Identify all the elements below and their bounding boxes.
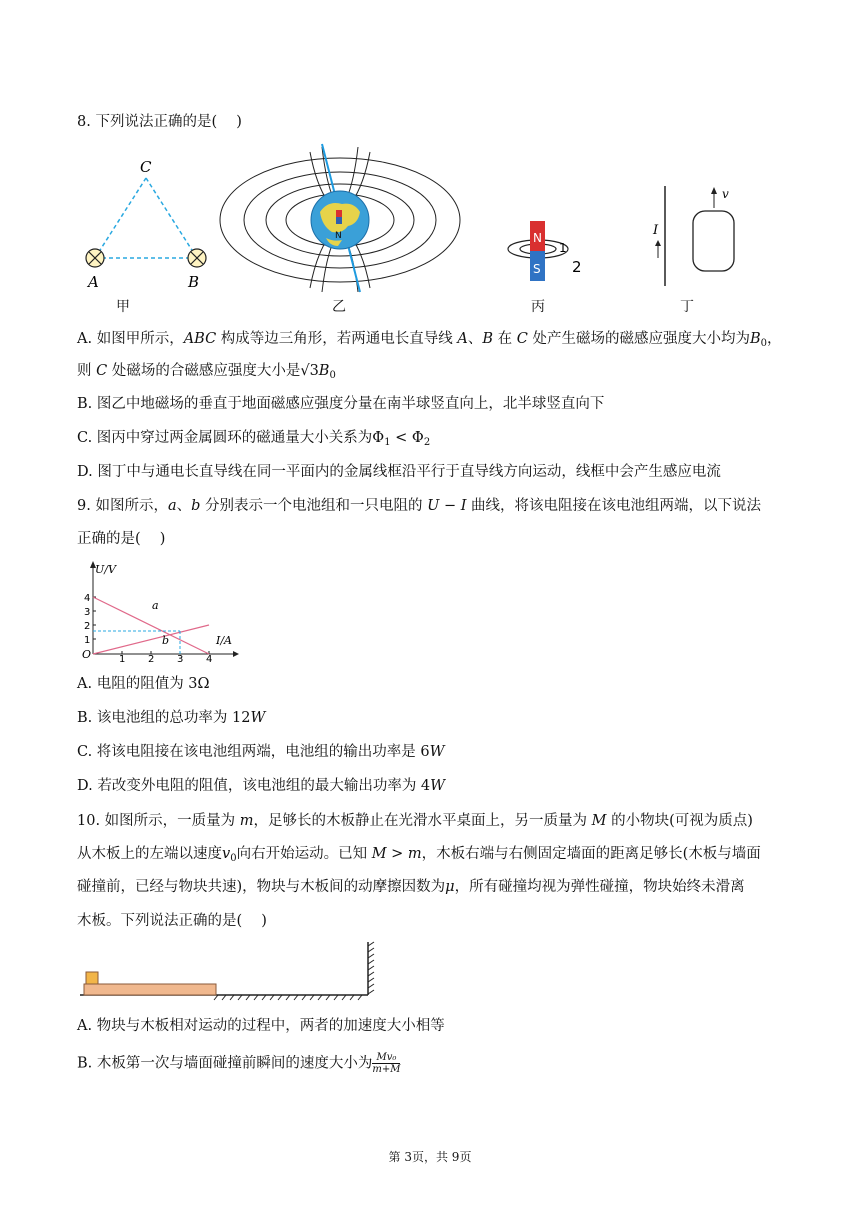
caption-ding: 丁	[680, 299, 694, 315]
triangle-side-cb	[146, 178, 197, 258]
x-tick-3: 3	[177, 654, 184, 663]
small-block	[86, 972, 98, 984]
origin-label: O	[82, 648, 92, 661]
q10-option-b: B. 木板第一次与墙面碰撞前瞬间的速度大小为 $\frac{\text{Mv₀}}{m+M}$	[77, 1052, 401, 1075]
q10-stem-line2: 从木板上的左端以速度$v_0$向右开始运动。已知 M > m，木板右端与右侧固定墙面的距离足够长(木板与墙面	[77, 846, 761, 864]
caption-jia: 甲	[116, 299, 130, 315]
label-n: N	[533, 231, 542, 245]
x-tick-2: 2	[148, 654, 155, 663]
q10-stem-line3: 碰撞前，已经与物块共速)，物块与木板间的动摩擦因数为μ，所有碰撞均视为弹性碰撞，物块始终未滑离	[77, 879, 745, 895]
y-tick-4: 4	[84, 593, 91, 604]
q9-option-a: A. 电阻的阻值为 3Ω	[77, 676, 210, 692]
figure-ding	[645, 178, 755, 293]
q8-option-c: C. 图丙中穿过两金属圆环的磁通量大小关系为$\Phi_1 < \Phi_2$	[77, 430, 431, 448]
label-n: N	[335, 231, 342, 241]
label-v: v	[722, 187, 729, 201]
q9-option-b: B. 该电池组的总功率为 12W	[77, 710, 266, 726]
wire-a-into-page-icon	[86, 249, 104, 267]
label-c: C	[140, 158, 152, 176]
q10-stem-line1: 10. 如图所示，一质量为 m，足够长的木板静止在光滑水平桌面上，另一质量为 M 的小物块(可视为质点)	[77, 813, 753, 829]
label-i: I	[653, 223, 659, 238]
caption-bing: 丙	[531, 299, 545, 315]
wooden-board	[84, 984, 216, 995]
label-1: 1	[559, 241, 567, 255]
x-axis-arrow-icon	[233, 651, 239, 657]
line-b	[93, 625, 209, 654]
fraction-mv0-over-m-plus-m: $\frac{\text{Mv₀}}{m+M}$	[372, 1052, 401, 1075]
line-b-label: b	[162, 634, 170, 647]
label-2: 2	[572, 258, 582, 276]
figure-bing	[490, 215, 590, 290]
triangle-side-ac	[95, 178, 146, 258]
x-tick-4: 4	[206, 654, 213, 663]
q8-option-a-line2: 则 C 处磁场的合磁感应强度大小是$√3B_0$	[77, 363, 336, 381]
q9-stem-line1: 9. 如图所示，a、b 分别表示一个电池组和一只电阻的 U − I 曲线，将该电阻接在该电池组两端，以下说法	[77, 498, 762, 514]
q9-option-d: D. 若改变外电阻的阻值，该电池组的最大输出功率为 4W	[77, 778, 446, 794]
caption-yi: 乙	[332, 299, 346, 315]
q8-option-d: D. 图丁中与通电长直导线在同一平面内的金属线框沿平行于直导线方向运动，线框中会产生感应电流	[77, 464, 721, 480]
q10-stem-line4: 木板。下列说法正确的是( )	[77, 913, 267, 929]
page-footer: 第 3页，共 9页	[388, 1150, 472, 1164]
y-tick-3: 3	[84, 607, 91, 618]
figure-yi	[218, 142, 463, 294]
y-axis-label: U/V	[95, 563, 116, 576]
q8-option-a-line1: A. 如图甲所示，ABC 构成等边三角形，若两通电长直导线 A、B 在 C 处产生磁场的磁感应强度大小均为$B_0$，	[77, 331, 782, 349]
wire-b-into-page-icon	[188, 249, 206, 267]
y-tick-2: 2	[84, 621, 91, 632]
line-a	[93, 597, 209, 654]
board-block-figure	[78, 940, 378, 1002]
y-tick-1: 1	[84, 635, 91, 646]
wall-hatching	[368, 942, 374, 994]
label-b: B	[188, 273, 200, 290]
label-a: A	[88, 273, 99, 290]
metal-frame	[693, 211, 734, 271]
line-a-label: a	[152, 599, 159, 612]
ui-graph	[78, 558, 243, 663]
x-axis-label: I/A	[216, 634, 232, 647]
label-s: S	[533, 262, 541, 276]
q9-stem-line2: 正确的是( )	[77, 531, 166, 547]
x-tick-1: 1	[119, 654, 126, 663]
q8-stem: 8. 下列说法正确的是( )	[77, 114, 242, 130]
q9-option-c: C. 将该电阻接在该电池组两端，电池组的输出功率是 6W	[77, 744, 445, 760]
q8-option-b: B. 图乙中地磁场的垂直于地面磁感应强度分量在南半球竖直向上，北半球竖直向下	[77, 396, 605, 412]
figure-jia	[78, 155, 208, 290]
q10-option-a: A. 物块与木板相对运动的过程中，两者的加速度大小相等	[77, 1018, 445, 1034]
